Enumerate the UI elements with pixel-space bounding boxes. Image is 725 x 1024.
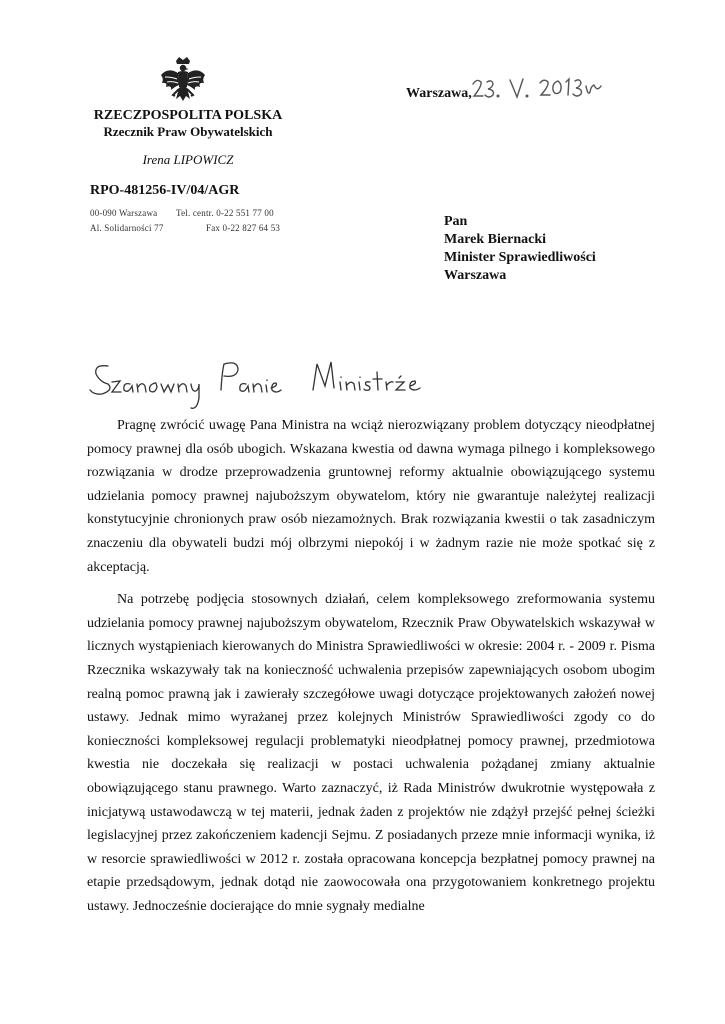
letter-body bbox=[87, 414, 655, 927]
paragraph: Na potrzebę podjęcia stosownych działań, celem kompleksowego zreformowania systemu udzielania pomocy prawnej najuboższym obywatelom, Rzecznik Praw Obywatelskich wskazywał w licznych wystąpieniach kierowanych do Ministra Sprawiedliwości w okresie: 2004 r. - 2009 r. Pisma Rzecznika wskazywały tak na konieczność uchwalenia przepisów zapewniających osobom ubogim realną pomoc prawną jak i zawierały szczegółowe uwagi dotyczące projektowanych założeń nowej ustawy. Jednak mimo wyrażanej przez kolejnych Ministrów Sprawiedliwości zgody co do konieczności kompleksowej regulacji problematyki nieodpłatnej pomocy prawnej, przedmiotowa kwestia nie doczekała się realizacji w postaci uchwalenia pożądanej zmiany aktualnie obowiązującego stanu prawnego. Warto zaznaczyć, iż Rada Ministrów dwukrotnie występowała z inicjatywą ustawodawczą w tej materii, jednak żaden z projektów nie zdążył przejść pełnej ścieżki legislacyjnej przez zakończeniem kadencji Sejmu. Z posiadanych przeze mnie informacji wynika, iż w resorcie sprawiedliwości w 2012 r. została opracowana koncepcja bezpłatnej pomocy prawnej na etapie przedsądowym, jednak dotąd nie zaowocowała ona przygotowaniem konkretnego projektu ustawy. Jednocześnie docierające do mnie sygnały medialne bbox=[87, 592, 655, 914]
address-street: Al. Solidarności 77 bbox=[90, 223, 164, 233]
handwritten-salutation bbox=[88, 352, 438, 412]
polish-eagle-emblem-icon bbox=[158, 55, 208, 111]
office-name: Rzecznik Praw Obywatelskich bbox=[103, 124, 273, 139]
address-postal: 00-090 Warszawa bbox=[90, 208, 158, 218]
recipient-name: Marek Biernacki bbox=[444, 232, 547, 247]
handwritten-date bbox=[470, 70, 620, 110]
reference-number: RPO-481256-IV/04/AGR bbox=[90, 183, 240, 198]
address-fax: Fax 0-22 827 64 53 bbox=[206, 223, 281, 233]
recipient-city: Warszawa bbox=[444, 268, 507, 283]
recipient-title: Pan bbox=[444, 214, 468, 229]
paragraph: Pragnę zwrócić uwagę Pana Ministra na wciąż nierozwiązany problem dotyczący nieodpłatnej pomocy prawnej dla osób ubogich. Wskazana kwestia od dawna wymaga pilnego i kompleksowego rozwiązania w drodze przeprowadzenia gruntownej reformy aktualnie obowiązującego systemu udzielania pomocy prawnej najuboższym obywatelom, który nie gwarantuje należytej realizacji konstytucyjnie chronionych praw osób niezamożnych. Brak rozwiązania kwestii o tak zasadniczym znaczeniu dla obywateli budzi mój olbrzymi niepokój i w żadnym razie nie może spotkać się z akceptacją. bbox=[87, 418, 655, 575]
address-phone: Tel. centr. 0-22 551 77 00 bbox=[176, 208, 274, 218]
official-name: Irena LIPOWICZ bbox=[142, 152, 234, 167]
organization-name: RZECZPOSPOLITA POLSKA bbox=[93, 108, 283, 123]
recipient-position: Minister Sprawiedliwości bbox=[444, 250, 596, 265]
place-label: Warszawa, bbox=[406, 86, 472, 101]
